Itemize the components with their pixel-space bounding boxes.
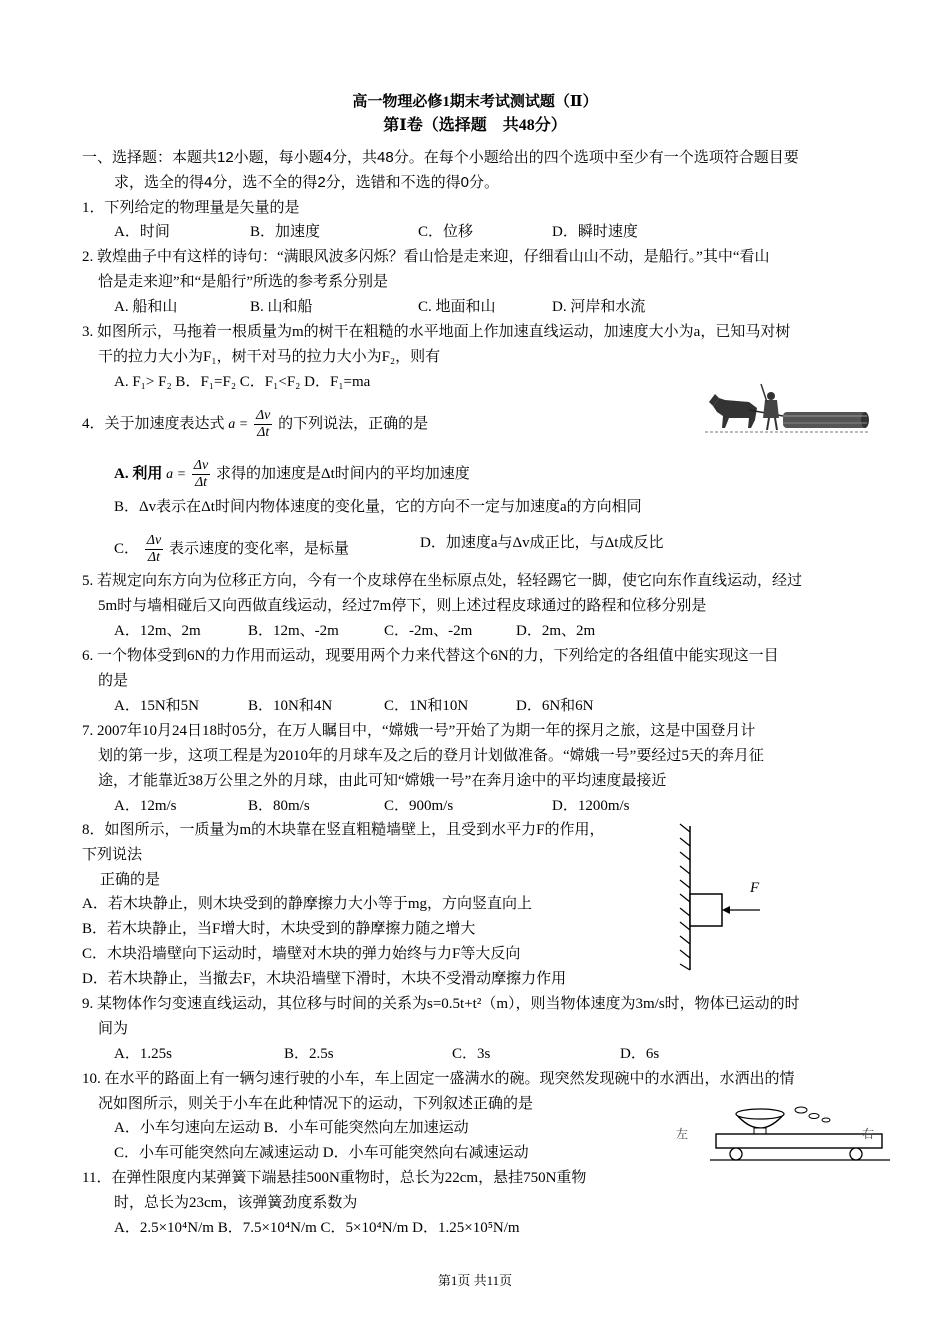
q5-line-1: 5. 若规定向东方向为位移正方向，今有一个皮球停在坐标原点处，轻轻踢它一脚，使它向东作直线运动，经过 xyxy=(82,573,803,589)
q2-option-d: D. 河岸和水流 xyxy=(552,299,646,315)
horse-pulling-log-figure xyxy=(705,382,870,438)
q2-option-c: C. 地面和山 xyxy=(418,299,496,315)
q4-fraction xyxy=(192,458,210,491)
q11-options: A．2.5×10⁴N/m B．7.5×10⁴N/m C．5×10⁴N/m D．1.25×10⁵N/m xyxy=(114,1220,520,1236)
q7-line-2: 划的第一步，这项工程是为2010年的月球车及之后的登月计划做准备。“嫦娥一号”要经过5天的奔月征 xyxy=(98,748,764,764)
q9-line-1: 9. 某物体作匀变速直线运动，其位移与时间的关系为s=0.5t+t²（m），则当物体速度为3m/s时，物体已运动的时 xyxy=(82,996,800,1012)
q3-line-2: 干的拉力大小为F₁，树干对马的拉力大小为F₂，则有 xyxy=(98,349,441,365)
q7-option-d: D．1200m/s xyxy=(552,798,630,814)
q2-option-a: A. 船和山 xyxy=(114,299,178,315)
q4-fraction xyxy=(145,533,163,566)
q4-option-b: B．Δv表示在Δt时间内物体速度的变化量，它的方向不一定与加速度a的方向相同 xyxy=(114,499,642,515)
q10-options-cd: C．小车可能突然向左减速运动 D．小车可能突然向右减速运动 xyxy=(114,1145,529,1161)
q8-option-d: D．若木块静止，当撤去F，木块沿墙壁下滑时，木块不受滑动摩擦力作用 xyxy=(82,971,567,987)
section-subtitle: 第Ⅰ卷（选择题 共48分） xyxy=(383,117,567,134)
q7-line-1: 7. 2007年10月24日18时05分，在万人瞩目中，“嫦娥一号”开始了为期一年的探月之旅，这是中国登月计 xyxy=(82,723,756,739)
q3-options: A. F₁> F₂ B．F₁=F₂ C．F₁<F₂ D．F₁=ma xyxy=(114,374,371,390)
q7-option-b: B．80m/s xyxy=(248,798,310,814)
q4-option-a-pre: A. 利用 xyxy=(114,465,163,482)
q11-line-1: 11．在弹性限度内某弹簧下端悬挂500N重物时，总长为22cm，悬挂750N重物 xyxy=(82,1170,587,1186)
q5-line-2: 5m时与墙相碰后又向西做直线运动，经过7m停下，则上述过程皮球通过的路程和位移分别是 xyxy=(98,598,707,614)
q4-fraction xyxy=(254,408,272,441)
q9-line-2: 间为 xyxy=(98,1021,129,1037)
q4-option-c xyxy=(114,533,349,566)
q8-line-1: 8．如图所示，一质量为m的木块靠在竖直粗糙墙壁上，且受到水平力F的作用， xyxy=(82,822,605,838)
frac-numerator: Δv xyxy=(146,533,162,548)
q8-option-b: B．若木块静止，当F增大时，木块受到的静摩擦力随之增大 xyxy=(82,921,476,937)
page-footer: 第1页 共11页 xyxy=(437,1273,513,1288)
q5-option-b: B．12m、-2m xyxy=(248,623,339,639)
q4-option-a-post: 求得的加速度是Δt时间内的平均加速度 xyxy=(215,465,470,482)
q7-option-c: C．900m/s xyxy=(384,798,454,814)
instructions-line-2: 求，选全的得4分，选不全的得2分，选错和不选的得0分。 xyxy=(114,174,500,191)
frac-denominator: Δt xyxy=(257,425,270,440)
frac-numerator: Δv xyxy=(255,408,271,423)
left-direction-label: 左 xyxy=(676,1127,689,1141)
exam-title: 高一物理必修1期末考试测试题（Ⅱ） xyxy=(352,94,598,110)
q6-option-b: B．10N和4N xyxy=(248,698,333,714)
q4-option-a xyxy=(114,458,470,491)
q1-option-a: A．时间 xyxy=(114,224,170,240)
q4-option-c-pre: C． xyxy=(114,540,140,557)
q5-option-a: A．12m、2m xyxy=(114,623,201,639)
q4-stem-post: 的下列说法，正确的是 xyxy=(278,415,429,432)
q9-option-a: A．1.25s xyxy=(114,1046,172,1062)
q4-stem xyxy=(82,408,428,441)
q1-option-c: C．位移 xyxy=(418,224,474,240)
q6-option-c: C．1N和10N xyxy=(384,698,469,714)
frac-numerator: Δv xyxy=(193,458,209,473)
q10-options-ab: A．小车匀速向左运动 B．小车可能突然向左加速运动 xyxy=(114,1120,469,1136)
q9-option-d: D．6s xyxy=(620,1046,660,1062)
q2-option-b: B. 山和船 xyxy=(250,299,313,315)
q1-option-b: B．加速度 xyxy=(250,224,321,240)
q4-option-c-post: 表示速度的变化率，是标量 xyxy=(168,540,349,557)
q7-option-a: A．12m/s xyxy=(114,798,177,814)
q10-line-2: 况如图所示，则关于小车在此种情况下的运动，下列叙述正确的是 xyxy=(98,1096,534,1112)
wall-block-figure xyxy=(676,824,776,974)
q8-line-2: 下列说法 xyxy=(82,847,143,863)
q2-line-2: 恰是走来迎”和“是船行”所选的参考系分别是 xyxy=(98,274,388,290)
frac-denominator: Δt xyxy=(147,550,161,565)
q3-line-1: 3. 如图所示，马拖着一根质量为m的树干在粗糙的水平地面上作加速直线运动，加速度大小为a，已知马对树 xyxy=(82,324,791,340)
q2-line-1: 2. 敦煌曲子中有这样的诗句：“满眼风波多闪烁？看山恰是走来迎，仔细看山山不动，是船行。”其中“看山 xyxy=(82,249,770,265)
q1-option-d: D．瞬时速度 xyxy=(552,224,638,240)
q9-option-c: C．3s xyxy=(452,1046,491,1062)
q5-option-d: D．2m、2m xyxy=(516,623,596,639)
q8-option-c: C．木块沿墙壁向下运动时，墙壁对木块的弹力始终与力F等大反向 xyxy=(82,946,521,962)
q1-stem: 1．下列给定的物理量是矢量的是 xyxy=(82,200,300,216)
q4-formula-lhs: a = xyxy=(166,466,187,482)
instructions-line-1: 一、选择题：本题共12小题，每小题4分，共48分。在每个小题给出的四个选项中至少有一个选项符合题目要 xyxy=(82,149,799,166)
q11-line-2: 时，总长为23cm，该弹簧劲度系数为 xyxy=(114,1195,358,1211)
frac-denominator: Δt xyxy=(194,475,208,490)
q4-option-d: D．加速度a与Δv成正比，与Δt成反比 xyxy=(420,535,664,551)
q8-option-a: A．若木块静止，则木块受到的静摩擦力大小等于mg，方向竖直向上 xyxy=(82,896,533,912)
right-direction-label: 右 xyxy=(862,1127,875,1141)
q6-option-a: A．15N和5N xyxy=(114,698,199,714)
q5-option-c: C．-2m、-2m xyxy=(384,623,473,639)
q4-stem-pre: 4．关于加速度表达式 xyxy=(82,415,225,432)
q4-formula-lhs: a = xyxy=(228,416,249,432)
force-label-f: F xyxy=(750,880,760,896)
q6-line-2: 的是 xyxy=(98,673,129,689)
q7-line-3: 途，才能靠近38万公里之外的月球，由此可知“嫦娥一号”在奔月途中的平均速度最接近 xyxy=(98,773,667,789)
q6-line-1: 6. 一个物体受到6N的力作用而运动，现要用两个力来代替这个6N的力，下列给定的各组值中能实现这一目 xyxy=(82,648,779,664)
q10-line-1: 10. 在水平的路面上有一辆匀速行驶的小车，车上固定一盛满水的碗。现突然发现碗中的水洒出，水洒出的情 xyxy=(82,1071,795,1087)
q6-option-d: D．6N和6N xyxy=(516,698,594,714)
q8-line-3: 正确的是 xyxy=(100,872,161,888)
q9-option-b: B．2.5s xyxy=(284,1046,334,1062)
